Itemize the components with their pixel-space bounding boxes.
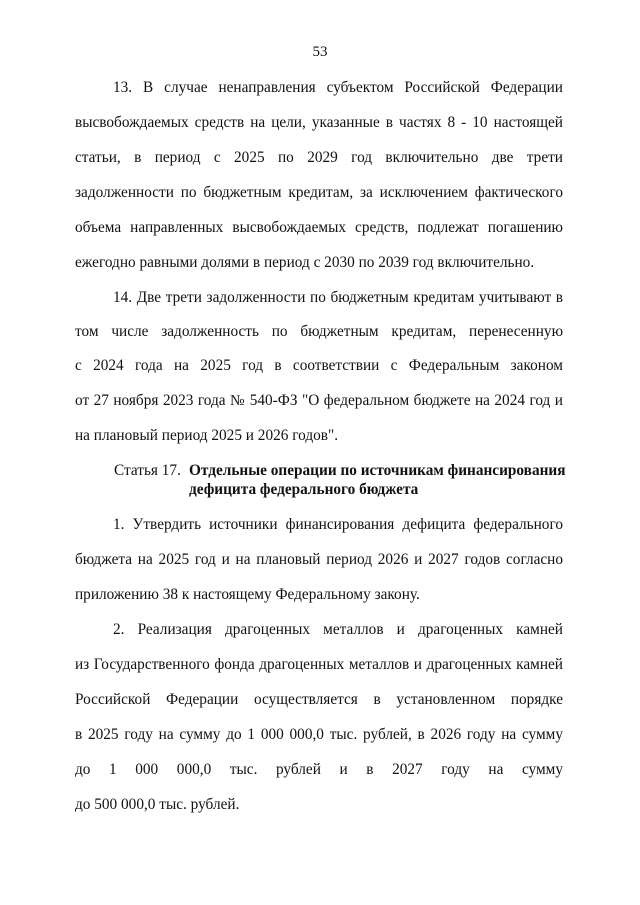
paragraph-14-line-3: с 2024 года на 2025 год в соответствии с Федеральным законом [75, 357, 563, 374]
item-1-line-2: бюджета на 2025 год и на плановый период 2026 и 2027 годов согласно [75, 551, 563, 568]
article-label: Статья 17. [114, 462, 181, 479]
paragraph-13-line-4: задолженности по бюджетным кредитам, за исключением фактического [75, 184, 563, 201]
paragraph-13-line-1: 13. В случае ненаправления субъектом Российской Федерации [113, 79, 563, 96]
item-2-line-6: до 500 000,0 тыс. рублей. [75, 796, 240, 813]
article-title-line-1: Отдельные операции по источникам финансирования [189, 462, 566, 479]
paragraph-13-line-6: ежегодно равными долями в период с 2030 по 2039 год включительно. [75, 254, 535, 271]
item-1-line-1: 1. Утвердить источники финансирования дефицита федерального [113, 516, 563, 533]
item-2-line-1: 2. Реализация драгоценных металлов и драгоценных камней [113, 621, 563, 638]
item-2-line-3: Российской Федерации осуществляется в установленном порядке [75, 691, 563, 708]
article-title-line-2: дефицита федерального бюджета [189, 481, 419, 498]
paragraph-14-line-5: на плановый период 2025 и 2026 годов". [75, 427, 339, 444]
paragraph-14-line-4: от 27 ноября 2023 года № 540-ФЗ "О федеральном бюджете на 2024 год и [75, 392, 563, 409]
paragraph-14-line-1: 14. Две трети задолженности по бюджетным кредитам учитывают в [113, 289, 563, 306]
page-number: 53 [312, 44, 328, 60]
item-2-line-5: до 1 000 000,0 тыс. рублей и в 2027 году на сумму [75, 761, 563, 778]
paragraph-13-line-3: статьи, в период с 2025 по 2029 год включительно две трети [75, 149, 563, 166]
paragraph-13-line-2: высвобождаемых средств на цели, указанные в частях 8 - 10 настоящей [75, 114, 563, 131]
paragraph-14-line-2: том числе задолженность по бюджетным кредитам, перенесенную [75, 323, 563, 340]
item-1-line-3: приложению 38 к настоящему Федеральному закону. [75, 586, 420, 603]
item-2-line-2: из Государственного фонда драгоценных металлов и драгоценных камней [75, 656, 563, 673]
item-2-line-4: в 2025 году на сумму до 1 000 000,0 тыс. рублей, в 2026 году на сумму [75, 726, 563, 743]
paragraph-13-line-5: объема направленных высвобождаемых средств, подлежат погашению [75, 219, 563, 236]
